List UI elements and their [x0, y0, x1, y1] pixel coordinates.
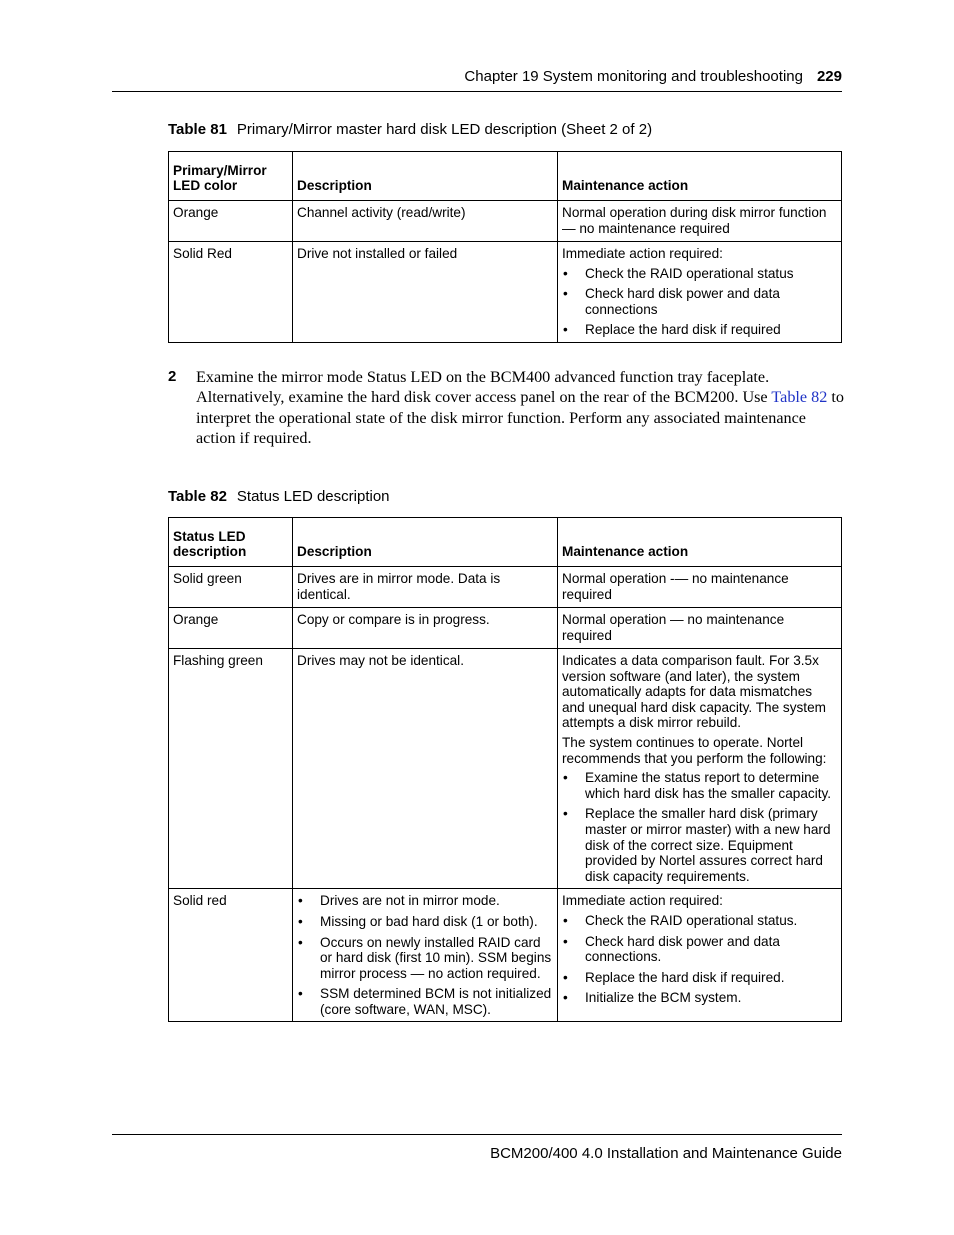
bullet-icon: • [563, 969, 568, 985]
column-header: Maintenance action [558, 152, 842, 201]
table-81 [168, 151, 842, 343]
table-82-number: Table 82 [168, 488, 227, 505]
page-header [112, 66, 842, 92]
action-list [562, 266, 837, 338]
list-item: • Initialize the BCM system. [563, 990, 742, 1006]
list-item: • Replace the hard disk if required. [563, 969, 785, 985]
table-82-title: Status LED description [236, 488, 390, 505]
bullet-icon: • [298, 913, 303, 929]
action-paragraph: Indicates a data comparison fault. For 3.5x version software (and later), the system automatically adapts for data mismatches and unequal hard disk capacity. The system attempts a disk mirror rebuild. [562, 653, 826, 731]
led-color-cell: Solid Red [169, 242, 293, 343]
step-number: 2 [168, 368, 177, 385]
table-81-title: Primary/Mirror master hard disk LED description (Sheet 2 of 2) [236, 121, 653, 138]
description-cell: Channel activity (read/write) [293, 201, 558, 242]
list-item: • Check hard disk power and data connections. [563, 933, 780, 965]
table-row [169, 567, 842, 608]
table-row [169, 889, 842, 1022]
status-cell: Solid red [169, 889, 293, 1022]
bullet-icon: • [563, 990, 568, 1006]
guide-title: BCM200/400 4.0 Installation and Maintenance Guide [490, 1145, 842, 1162]
status-cell: Solid green [169, 567, 293, 608]
bullet-icon: • [563, 322, 568, 338]
page-number: 229 [816, 68, 842, 85]
bullet-icon: • [298, 893, 303, 909]
table-82-link[interactable]: Table 82 [771, 388, 828, 407]
action-cell [558, 649, 842, 889]
table-row [169, 242, 842, 343]
list-item: • Missing or bad hard disk (1 or both). [298, 913, 538, 929]
bullet-icon: • [563, 286, 568, 302]
table-row [169, 201, 842, 242]
bullet-icon: • [563, 265, 568, 281]
table-81-caption [168, 121, 652, 138]
description-cell: Drive not installed or failed [293, 242, 558, 343]
action-intro: Immediate action required: [562, 246, 723, 261]
bullet-icon: • [298, 934, 303, 950]
list-item: • Check the RAID operational status. [563, 912, 798, 928]
status-cell: Orange [169, 608, 293, 649]
bullet-icon: • [563, 806, 568, 822]
column-header: Description [293, 152, 558, 201]
column-header: Maintenance action [558, 518, 842, 567]
description-cell: Drives may not be identical. [293, 649, 558, 889]
list-item: • Check the RAID operational status [563, 265, 794, 281]
page-footer [112, 1134, 842, 1162]
list-item: • Occurs on newly installed RAID card or hard disk (first 10 min). SSM begins mirror process — no action required. [298, 934, 552, 981]
led-color-cell: Orange [169, 201, 293, 242]
list-item: • Replace the hard disk if required [563, 322, 781, 338]
bullet-icon: • [563, 912, 568, 928]
action-intro: Immediate action required: [562, 893, 723, 909]
action-cell: Normal operation during disk mirror function — no maintenance required [558, 201, 842, 242]
action-list [562, 770, 837, 884]
table-row [169, 649, 842, 889]
table-81-number: Table 81 [168, 121, 227, 138]
description-cell [293, 889, 558, 1022]
bullet-icon: • [563, 770, 568, 786]
column-header: Status LED description [169, 518, 293, 567]
bullet-icon: • [563, 933, 568, 949]
status-cell: Flashing green [169, 649, 293, 889]
step-2 [168, 367, 848, 449]
list-item: • SSM determined BCM is not initialized (core software, WAN, MSC). [298, 986, 552, 1017]
column-header: Primary/Mirror LED color [169, 152, 293, 201]
bullet-icon: • [298, 986, 303, 1002]
action-cell: Normal operation -— no maintenance required [558, 567, 842, 608]
table-82 [168, 517, 842, 1022]
column-header: Description [293, 518, 558, 567]
description-cell: Copy or compare is in progress. [293, 608, 558, 649]
list-item: • Drives are not in mirror mode. [298, 893, 500, 909]
description-cell: Drives are in mirror mode. Data is identical. [293, 567, 558, 608]
table-82-caption [168, 488, 390, 505]
action-list [562, 913, 837, 1006]
table-header-row [169, 518, 842, 567]
action-cell: Normal operation — no maintenance required [558, 608, 842, 649]
action-cell [558, 242, 842, 343]
action-paragraph: The system continues to operate. Nortel recommends that you perform the following: [562, 734, 827, 766]
list-item: • Examine the status report to determine which hard disk has the smaller capacity. [563, 770, 832, 801]
table-row [169, 608, 842, 649]
table-header-row [169, 152, 842, 201]
action-cell [558, 889, 842, 1022]
description-list [297, 893, 553, 1017]
chapter-title: Chapter 19 System monitoring and troubleshooting [464, 68, 803, 85]
step-text: Examine the mirror mode Status LED on the BCM400 advanced function tray faceplate. Alternatively, examine the hard disk cover access panel on the rear of the BCM200. Use Table 82 to interpret the operational state of the disk mirror function. Perform any associated maintenance action if required. [196, 368, 844, 448]
list-item: • Check hard disk power and data connections [563, 286, 780, 317]
list-item: • Replace the smaller hard disk (primary master or mirror master) with a new hard disk of the correct size. Equipment provided by Nortel assures correct hard disk capacity requirements. [563, 806, 831, 884]
